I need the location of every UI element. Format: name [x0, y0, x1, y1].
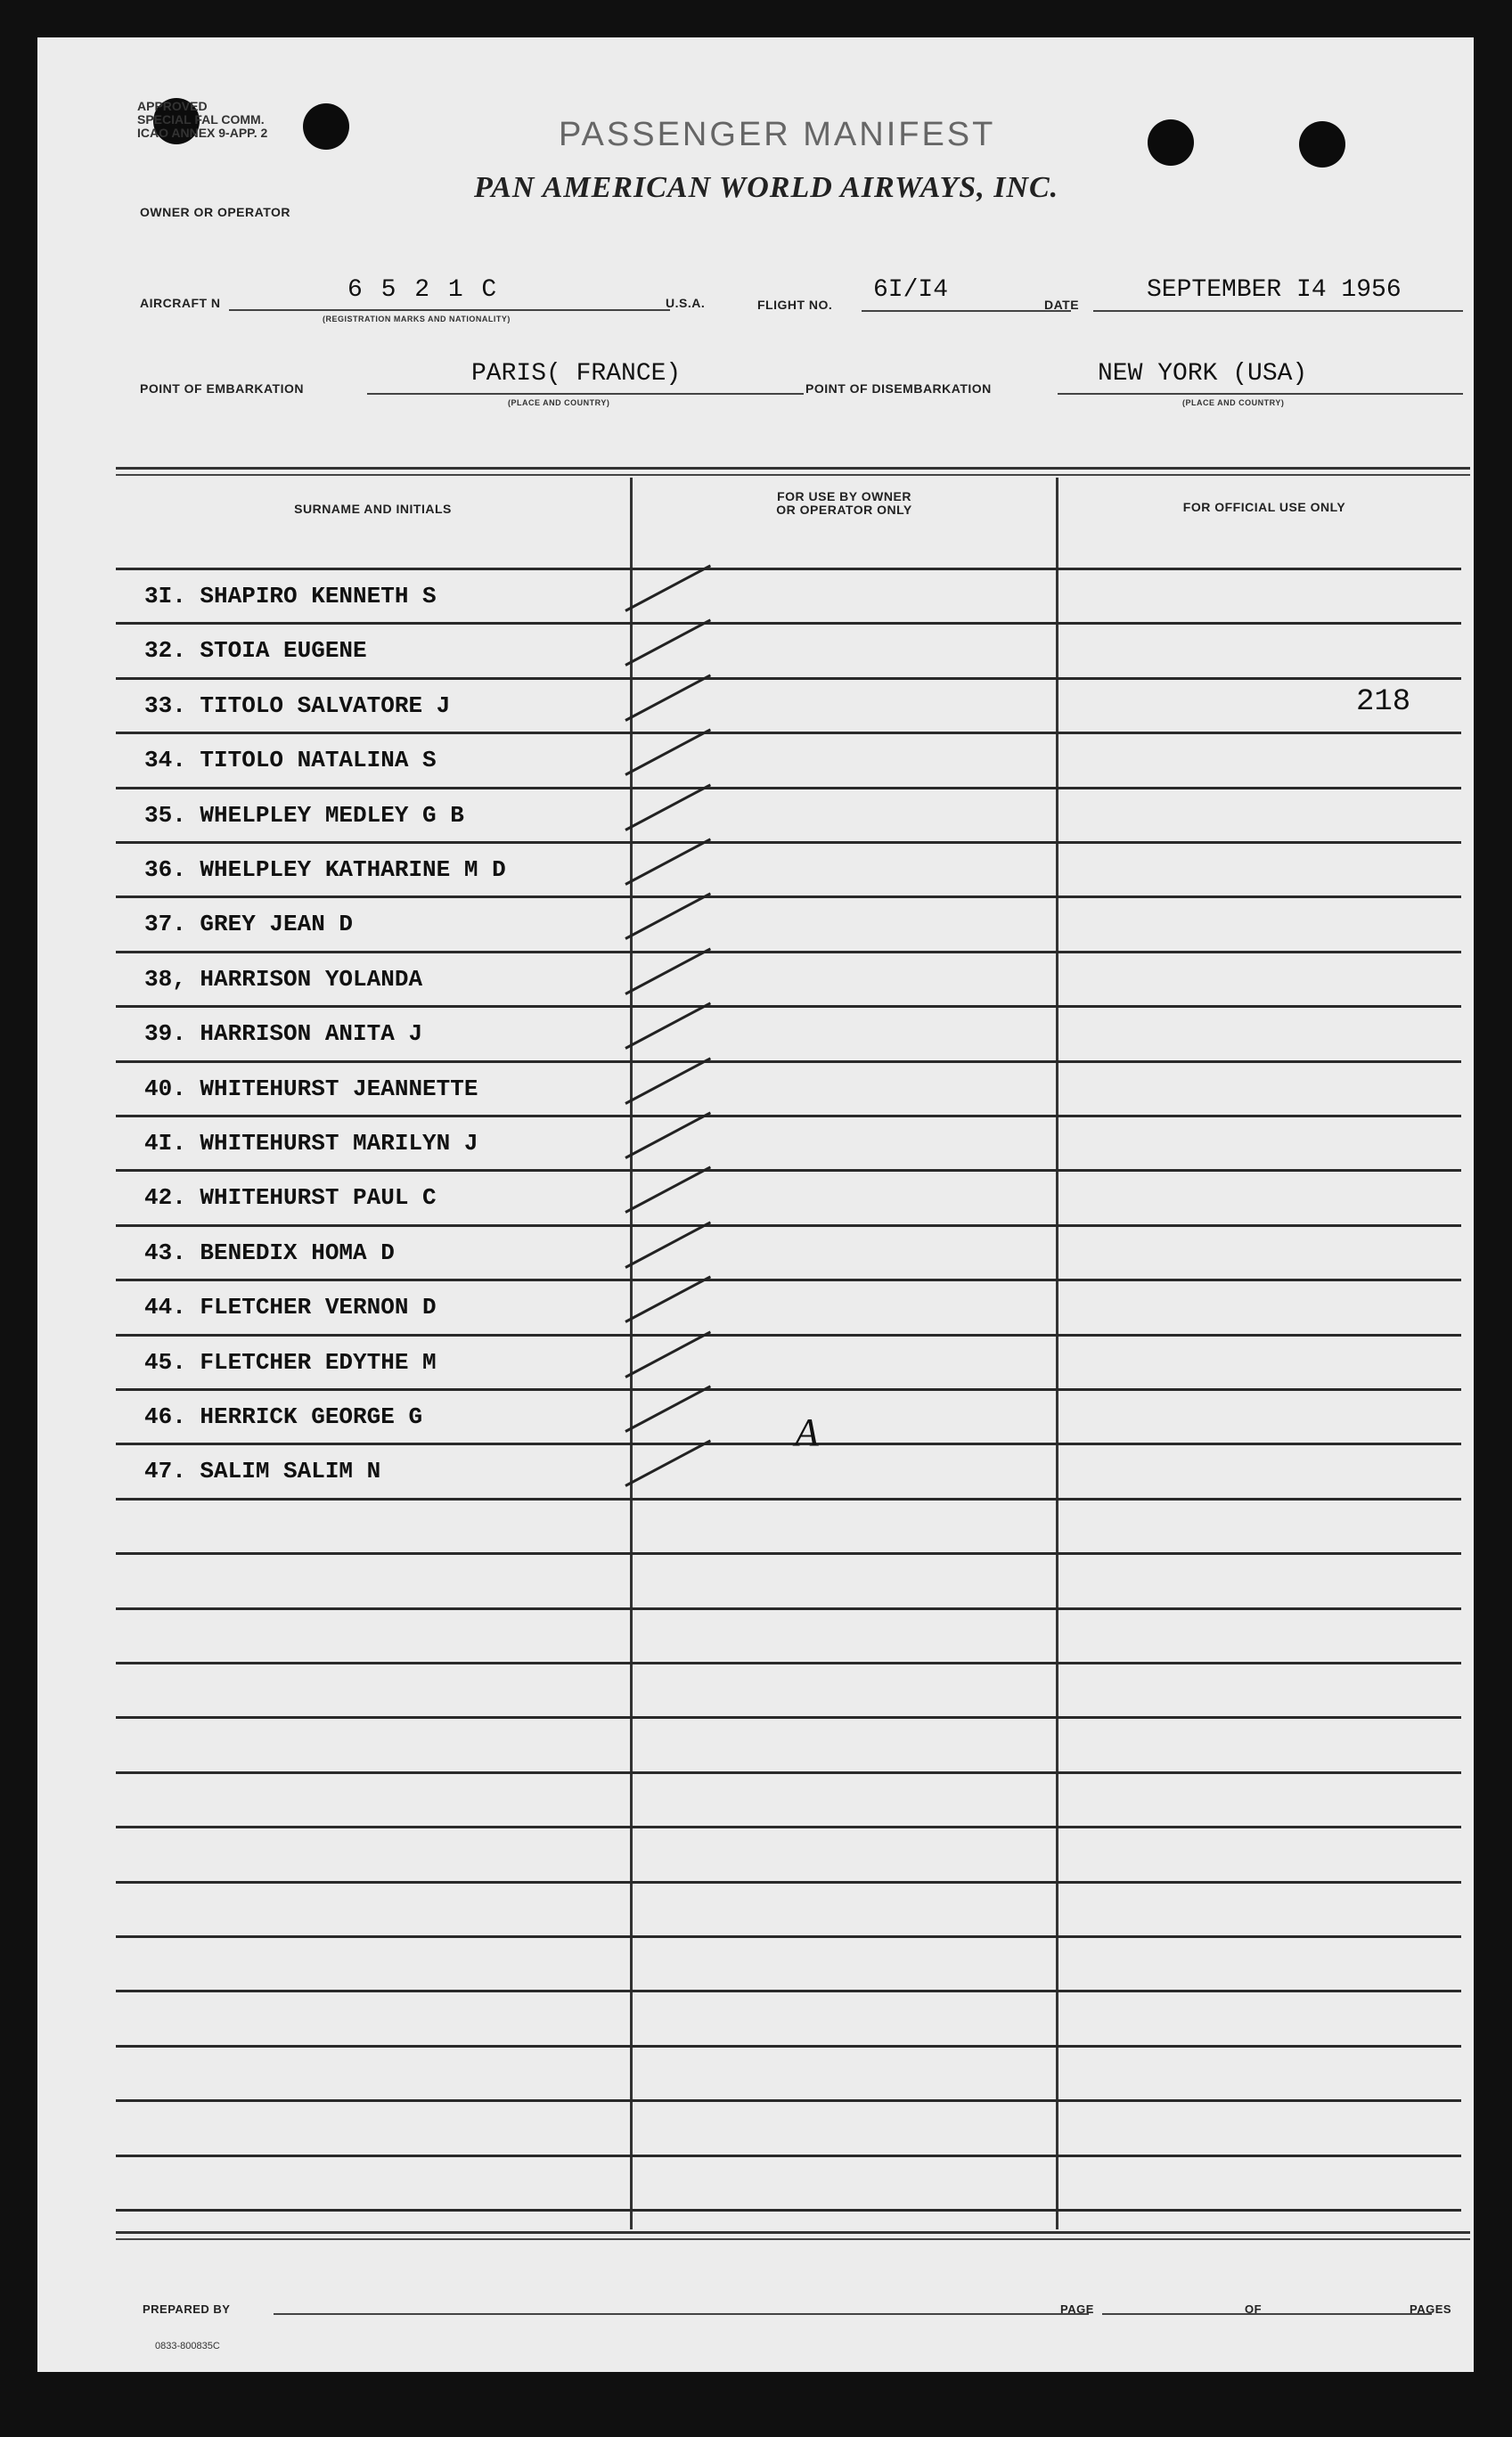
table-row-line [116, 2155, 1461, 2157]
check-mark [625, 947, 711, 994]
prepared-by-label: PREPARED BY [143, 2302, 231, 2316]
approval-line: SPECIAL FAL COMM. [137, 112, 265, 127]
disembarkation-label: POINT OF DISEMBARKATION [805, 381, 992, 396]
approval-stamp [137, 100, 267, 140]
aircraft-underline [229, 309, 670, 311]
check-mark [625, 728, 711, 775]
embarkation-value: PARIS( FRANCE) [471, 360, 682, 388]
flight-underline [862, 310, 1071, 312]
table-row-line [116, 1716, 1461, 1719]
table-row-line [116, 1060, 1461, 1063]
passenger-name: 43. BENEDIX HOMA D [144, 1239, 395, 1266]
check-mark [625, 564, 711, 611]
column-divider [630, 478, 633, 2229]
owner-value: PAN AMERICAN WORLD AIRWAYS, INC. [474, 171, 1059, 204]
table-row-line [116, 568, 1461, 570]
table-row-line [116, 1224, 1461, 1227]
disembarkation-underline [1058, 393, 1463, 395]
table-row-line [116, 2209, 1461, 2212]
check-mark [625, 1385, 711, 1432]
passenger-name: 33. TITOLO SALVATORE J [144, 692, 451, 719]
prepared-by-underline [274, 2313, 1089, 2315]
table-row-line [116, 1334, 1461, 1337]
table-row-line [116, 1498, 1461, 1501]
table-row-line [116, 1443, 1461, 1445]
pages-label: PAGES [1410, 2302, 1452, 2316]
table-row-line [116, 622, 1461, 625]
table-row-line [116, 951, 1461, 953]
punch-hole [1299, 121, 1345, 168]
table-row-line [116, 1662, 1461, 1664]
date-label: DATE [1044, 298, 1080, 312]
check-mark [625, 1275, 711, 1322]
approval-line: ICAO ANNEX 9-APP. 2 [137, 126, 268, 140]
table-row-line [116, 677, 1461, 680]
owner-label: OWNER OR OPERATOR [140, 205, 290, 219]
passenger-name: 32. STOIA EUGENE [144, 637, 367, 664]
check-mark [625, 1165, 711, 1213]
date-value: SEPTEMBER I4 1956 [1147, 276, 1402, 304]
table-row-line [116, 2099, 1461, 2102]
aircraft-label: AIRCRAFT N [140, 296, 221, 310]
passenger-name: 37. GREY JEAN D [144, 911, 354, 937]
page-title: PASSENGER MANIFEST [559, 116, 996, 153]
punch-hole [303, 103, 349, 150]
aircraft-value: 6 5 2 1 C [347, 276, 499, 304]
table-top-rule [116, 474, 1470, 476]
check-mark [625, 1002, 711, 1049]
punch-hole [1148, 119, 1194, 166]
disembarkation-sublabel: (PLACE AND COUNTRY) [1182, 398, 1285, 407]
check-mark [625, 1221, 711, 1268]
row-mark: A [795, 1411, 819, 1454]
passenger-name: 40. WHITEHURST JEANNETTE [144, 1075, 478, 1102]
table-row-line [116, 732, 1461, 734]
passenger-name: 38, HARRISON YOLANDA [144, 966, 423, 993]
table-row-line [116, 1826, 1461, 1828]
passenger-name: 42. WHITEHURST PAUL C [144, 1184, 437, 1211]
passenger-name: 36. WHELPLEY KATHARINE M D [144, 856, 506, 883]
manifest-sheet [37, 37, 1474, 2372]
table-top-rule [116, 467, 1470, 470]
flight-label: FLIGHT NO. [757, 298, 833, 312]
of-underline [1271, 2313, 1432, 2315]
check-mark [625, 892, 711, 939]
table-row-line [116, 895, 1461, 898]
usa-label: U.S.A. [666, 296, 706, 310]
passenger-name: 39. HARRISON ANITA J [144, 1020, 423, 1047]
passenger-name: 44. FLETCHER VERNON D [144, 1294, 437, 1321]
date-underline [1093, 310, 1463, 312]
check-mark [625, 783, 711, 830]
passenger-name: 3I. SHAPIRO KENNETH S [144, 583, 437, 609]
disembarkation-value: NEW YORK (USA) [1098, 360, 1308, 388]
table-row-line [116, 1388, 1461, 1391]
form-code: 0833-800835C [155, 2341, 220, 2351]
table-row-line [116, 1771, 1461, 1774]
table-bottom-rule [116, 2231, 1470, 2234]
table-row-line [116, 787, 1461, 789]
table-row-line [116, 1990, 1461, 1992]
passenger-name: 4I. WHITEHURST MARILYN J [144, 1130, 478, 1157]
embarkation-label: POINT OF EMBARKATION [140, 381, 304, 396]
passenger-name: 46. HERRICK GEORGE G [144, 1403, 423, 1430]
flight-value: 6I/I4 [873, 276, 949, 304]
check-mark [625, 1057, 711, 1104]
table-bottom-rule [116, 2238, 1470, 2240]
check-mark [625, 618, 711, 666]
table-row-line [116, 1279, 1461, 1281]
table-row-line [116, 841, 1461, 844]
aircraft-sublabel: (REGISTRATION MARKS AND NATIONALITY) [323, 315, 511, 323]
check-mark [625, 674, 711, 721]
table-row-line [116, 1881, 1461, 1884]
official-note: 218 [1356, 685, 1411, 719]
table-row-line [116, 1115, 1461, 1117]
embarkation-underline [367, 393, 804, 395]
passenger-name: 34. TITOLO NATALINA S [144, 747, 437, 773]
column-header-name: SURNAME AND INITIALS [294, 502, 452, 516]
of-label: OF [1245, 2302, 1263, 2316]
check-mark [625, 1111, 711, 1158]
column-divider [1056, 478, 1058, 2229]
passenger-name: 47. SALIM SALIM N [144, 1458, 381, 1484]
page-label: PAGE [1060, 2302, 1094, 2316]
table-row-line [116, 2045, 1461, 2048]
check-mark [625, 1439, 711, 1486]
embarkation-sublabel: (PLACE AND COUNTRY) [508, 398, 610, 407]
table-row-line [116, 1169, 1461, 1172]
column-header-owner-use: FOR USE BY OWNER OR OPERATOR ONLY [776, 489, 912, 517]
passenger-name: 45. FLETCHER EDYTHE M [144, 1349, 437, 1376]
passenger-name: 35. WHELPLEY MEDLEY G B [144, 802, 464, 829]
table-row-line [116, 1607, 1461, 1610]
table-row-line [116, 1935, 1461, 1938]
approval-line: APPROVED [137, 99, 208, 113]
table-row-line [116, 1552, 1461, 1555]
table-row-line [116, 1005, 1461, 1008]
column-header-official-use: FOR OFFICIAL USE ONLY [1182, 500, 1346, 514]
check-mark [625, 1330, 711, 1378]
check-mark [625, 838, 711, 885]
